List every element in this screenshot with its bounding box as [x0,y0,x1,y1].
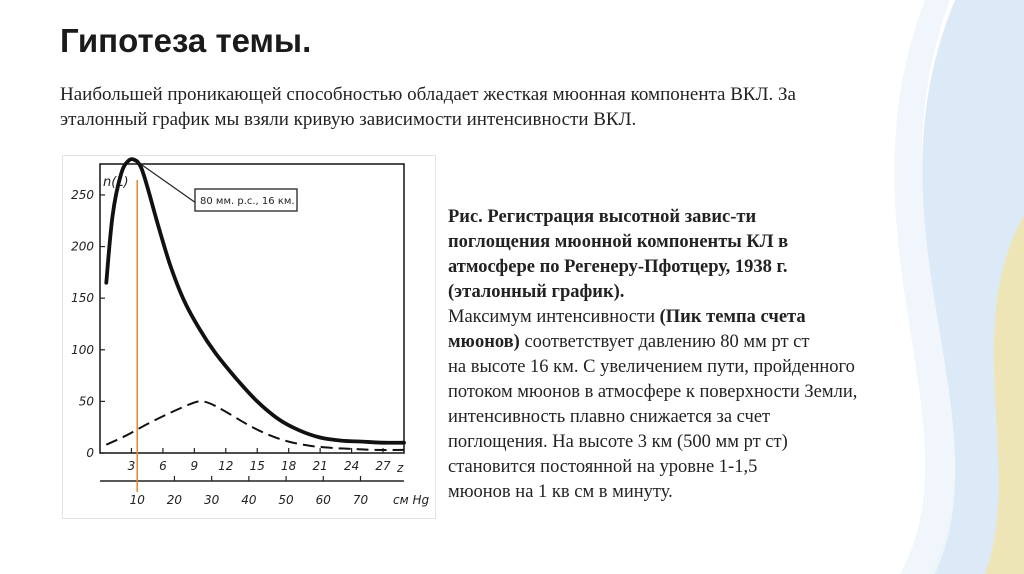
x-top-tick-label: 6 [159,459,167,473]
y-tick-label: 250 [71,187,94,202]
intro-line-1: Наибольшей проникающей способностью обладает жесткая мюонная компонента ВКЛ. За [60,84,796,105]
caption-line-6 [448,330,928,355]
x-bottom-tick-label: 20 [166,493,183,507]
y-tick-label: 100 [71,342,94,357]
y-tick-label: 200 [71,239,94,254]
x-top-tick-label: 12 [218,459,234,473]
x-top-tick-label: 24 [343,459,360,473]
caption-line-8: потоком мюонов в атмосфере к поверхности Земли, [448,382,858,402]
x-top-tick-label: 3 [127,459,136,473]
intro-line-2: эталонный график мы взяли кривую зависимости интенсивности ВКЛ. [60,109,637,130]
caption-line-7: на высоте 16 км. С увеличением пути, пройденного [448,357,855,377]
y-axis-label: n(L) [103,175,129,190]
x-top-tick-label: 15 [249,459,265,473]
y-tick-label: 50 [78,394,94,409]
x-bottom-tick-label: 70 [352,493,369,507]
caption-line-5a: Максимум интенсивности [448,307,660,327]
caption-line-6a: мюонов) [448,332,520,352]
x-unit-top-label: z [397,461,404,475]
x-bottom-tick-label: 60 [315,493,331,507]
caption-line-11: становится постоянной на уровне 1-1,5 [448,457,758,477]
intro-text [60,82,920,132]
x-top-tick-label: 27 [375,459,391,473]
x-bottom-tick-label: 10 [129,493,145,507]
caption-line-6b: соответствует давлению 80 мм рт ст [519,332,810,352]
caption-line-12: мюонов на 1 кв см в минуту. [448,482,673,502]
x-bottom-tick-label: 40 [241,493,257,507]
caption-line-1: Рис. Регистрация высотной завис-ти [448,207,757,227]
x-top-tick-label: 18 [281,459,297,473]
caption-line-3: атмосфере по Регенеру-Пфотцеру, 1938 г. [448,257,788,277]
caption-line-9: интенсивность плавно снижается за счет [448,407,771,427]
x-top-tick-label: 21 [312,459,328,473]
figure-caption [448,205,928,505]
slide-title: Гипотеза темы. [60,22,312,59]
y-tick-label: 150 [71,291,94,306]
x-top-tick-label: 9 [190,459,199,473]
caption-line-2: поглощения мюонной компоненты КЛ в [448,232,789,252]
y-tick-label: 0 [86,446,94,460]
caption-line-5b: (Пик темпа счета [659,307,806,327]
x-bottom-tick-label: 30 [204,493,220,507]
annotation-text: 80 мм. р.с., 16 км. [200,196,295,207]
caption-line-10: поглощения. На высоте 3 км (500 мм рт ст) [448,432,788,452]
chart-figure [62,155,436,519]
caption-line-5 [448,305,928,330]
x-unit-bottom-label: см Hg [393,493,430,507]
caption-line-4: (эталонный график). [448,282,625,302]
intensity-chart [63,156,435,518]
x-bottom-tick-label: 50 [278,493,294,507]
